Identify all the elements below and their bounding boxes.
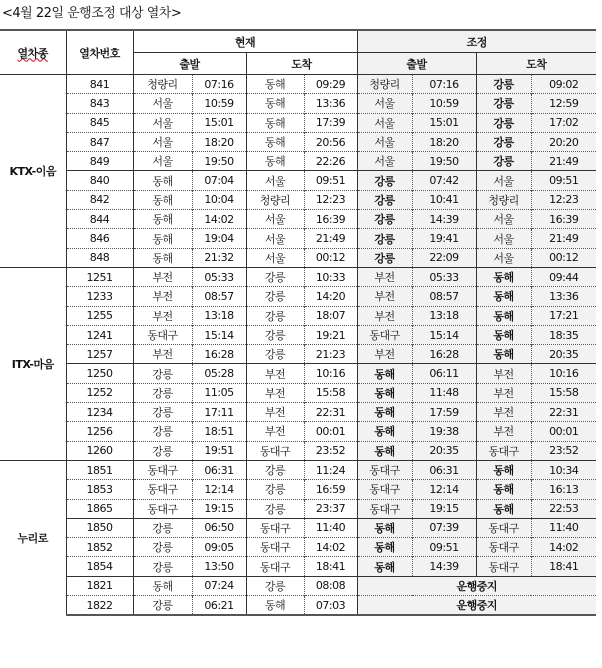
current-arr-station: 동해 [246,94,304,113]
adjusted-arr-station: 동대구 [476,441,531,460]
current-arr-station: 부전 [246,383,304,402]
train-number: 843 [66,94,133,113]
current-dep-time: 07:04 [192,171,246,190]
adjusted-dep-time: 06:11 [412,364,476,383]
adjusted-arr-time: 21:49 [531,152,596,171]
adjusted-dep-time: 07:16 [412,75,476,94]
adjusted-dep-station: 부전 [357,287,412,306]
adjusted-arr-time: 16:13 [531,480,596,499]
adjusted-arr-time: 13:36 [531,287,596,306]
table-row [0,403,596,422]
adjusted-dep-station: 서울 [357,152,412,171]
adjusted-dep-time: 06:31 [412,460,476,479]
header-adjusted-arrival: 도착 [476,53,596,75]
header-current-arrival: 도착 [246,53,357,75]
current-dep-station: 서울 [133,152,192,171]
adjusted-dep-time: 10:41 [412,190,476,209]
adjusted-arr-time: 12:59 [531,94,596,113]
current-dep-time: 13:50 [192,557,246,576]
current-dep-station: 동해 [133,210,192,229]
train-number: 1821 [66,576,133,595]
current-arr-station: 서울 [246,229,304,248]
current-dep-station: 강릉 [133,596,192,616]
adjusted-dep-time: 22:09 [412,248,476,267]
adjusted-dep-station: 부전 [357,345,412,364]
adjusted-dep-time: 19:41 [412,229,476,248]
header-adjusted: 조정 [357,30,596,53]
adjusted-dep-station: 동해 [357,364,412,383]
table-row [0,94,596,113]
adjusted-dep-station: 동해 [357,403,412,422]
current-arr-station: 부전 [246,364,304,383]
current-dep-time: 06:31 [192,460,246,479]
adjusted-dep-station: 청량리 [357,75,412,94]
adjusted-dep-time: 05:33 [412,267,476,286]
current-arr-station: 동해 [246,113,304,132]
current-dep-station: 동해 [133,576,192,595]
table-row [0,171,596,190]
table-row [0,499,596,518]
adjusted-dep-time: 16:28 [412,345,476,364]
adjusted-dep-time: 14:39 [412,210,476,229]
table-row [0,538,596,557]
current-dep-time: 12:14 [192,480,246,499]
adjusted-dep-station: 동대구 [357,480,412,499]
adjusted-dep-time: 07:42 [412,171,476,190]
adjusted-arr-time: 09:02 [531,75,596,94]
adjusted-arr-station: 동해 [476,460,531,479]
train-number: 1233 [66,287,133,306]
train-type: 누리로 [0,460,66,615]
current-dep-time: 10:59 [192,94,246,113]
current-arr-station: 동해 [246,75,304,94]
current-arr-time: 11:24 [304,460,357,479]
current-arr-time: 23:37 [304,499,357,518]
current-arr-station: 강릉 [246,306,304,325]
adjusted-dep-station: 동해 [357,518,412,537]
current-dep-station: 동해 [133,171,192,190]
adjusted-arr-station: 동해 [476,267,531,286]
schedule-table [0,29,596,616]
adjusted-dep-station: 강릉 [357,190,412,209]
current-arr-station: 동대구 [246,557,304,576]
adjusted-dep-station: 동대구 [357,460,412,479]
current-dep-time: 11:05 [192,383,246,402]
current-dep-station: 부전 [133,345,192,364]
current-arr-station: 청량리 [246,190,304,209]
train-number: 1241 [66,325,133,344]
current-dep-station: 강릉 [133,538,192,557]
train-number: 846 [66,229,133,248]
adjusted-dep-station: 강릉 [357,210,412,229]
train-type: ITX-마음 [0,267,66,460]
train-number: 1255 [66,306,133,325]
adjusted-dep-station: 동해 [357,383,412,402]
train-number: 842 [66,190,133,209]
suspended-status: 운행중지 [357,596,596,616]
table-row [0,210,596,229]
current-arr-time: 07:03 [304,596,357,616]
current-dep-station: 청량리 [133,75,192,94]
adjusted-arr-station: 서울 [476,229,531,248]
current-arr-time: 09:51 [304,171,357,190]
train-number: 844 [66,210,133,229]
adjusted-dep-time: 17:59 [412,403,476,422]
train-number: 1260 [66,441,133,460]
train-number: 841 [66,75,133,94]
adjusted-dep-station: 부전 [357,267,412,286]
current-arr-station: 동대구 [246,538,304,557]
adjusted-arr-station: 강릉 [476,75,531,94]
adjusted-arr-station: 동대구 [476,538,531,557]
train-number: 1853 [66,480,133,499]
header-train-type: 열차종 [0,30,66,75]
table-row [0,576,596,595]
adjusted-arr-time: 09:51 [531,171,596,190]
train-number: 1234 [66,403,133,422]
current-dep-time: 13:18 [192,306,246,325]
current-dep-station: 강릉 [133,518,192,537]
current-arr-station: 강릉 [246,267,304,286]
current-dep-station: 강릉 [133,403,192,422]
adjusted-dep-time: 15:01 [412,113,476,132]
current-arr-station: 강릉 [246,460,304,479]
current-dep-time: 18:51 [192,422,246,441]
table-row [0,480,596,499]
adjusted-arr-time: 00:12 [531,248,596,267]
adjusted-arr-station: 동대구 [476,557,531,576]
table-row [0,287,596,306]
current-arr-station: 서울 [246,210,304,229]
header-train-number: 열차번호 [66,30,133,75]
current-arr-time: 12:23 [304,190,357,209]
adjusted-arr-time: 10:16 [531,364,596,383]
current-arr-station: 부전 [246,422,304,441]
current-arr-time: 20:56 [304,132,357,151]
table-row [0,132,596,151]
adjusted-arr-time: 17:21 [531,306,596,325]
adjusted-arr-station: 강릉 [476,113,531,132]
adjusted-dep-time: 12:14 [412,480,476,499]
adjusted-arr-time: 14:02 [531,538,596,557]
current-dep-station: 부전 [133,306,192,325]
current-dep-station: 부전 [133,267,192,286]
adjusted-dep-time: 19:50 [412,152,476,171]
adjusted-arr-station: 동해 [476,345,531,364]
current-dep-station: 강릉 [133,383,192,402]
adjusted-dep-time: 20:35 [412,441,476,460]
current-dep-station: 강릉 [133,364,192,383]
table-row [0,325,596,344]
adjusted-arr-time: 18:41 [531,557,596,576]
adjusted-dep-time: 14:39 [412,557,476,576]
train-number: 845 [66,113,133,132]
table-row [0,345,596,364]
current-arr-time: 16:39 [304,210,357,229]
current-arr-time: 09:29 [304,75,357,94]
adjusted-arr-time: 09:44 [531,267,596,286]
current-arr-time: 15:58 [304,383,357,402]
current-dep-time: 14:02 [192,210,246,229]
adjusted-dep-station: 동대구 [357,325,412,344]
current-arr-station: 동대구 [246,441,304,460]
adjusted-dep-station: 강릉 [357,171,412,190]
current-dep-time: 19:51 [192,441,246,460]
adjusted-arr-station: 동해 [476,325,531,344]
current-dep-time: 06:50 [192,518,246,537]
header-current-departure: 출발 [133,53,246,75]
train-number: 848 [66,248,133,267]
current-dep-station: 동해 [133,248,192,267]
current-dep-time: 16:28 [192,345,246,364]
adjusted-arr-station: 청량리 [476,190,531,209]
current-arr-station: 강릉 [246,576,304,595]
current-dep-time: 09:05 [192,538,246,557]
adjusted-arr-station: 동해 [476,480,531,499]
current-dep-time: 17:11 [192,403,246,422]
current-dep-station: 서울 [133,113,192,132]
adjusted-arr-station: 부전 [476,383,531,402]
header-adjusted-departure: 출발 [357,53,476,75]
current-arr-time: 13:36 [304,94,357,113]
adjusted-arr-time: 10:34 [531,460,596,479]
train-number: 849 [66,152,133,171]
adjusted-dep-time: 07:39 [412,518,476,537]
adjusted-arr-time: 12:23 [531,190,596,209]
current-arr-station: 동해 [246,596,304,616]
adjusted-arr-time: 20:35 [531,345,596,364]
current-dep-station: 동대구 [133,480,192,499]
current-arr-station: 강릉 [246,345,304,364]
adjusted-arr-time: 22:31 [531,403,596,422]
adjusted-arr-station: 부전 [476,422,531,441]
current-arr-time: 08:08 [304,576,357,595]
current-dep-station: 부전 [133,287,192,306]
adjusted-arr-time: 17:02 [531,113,596,132]
adjusted-dep-station: 서울 [357,94,412,113]
adjusted-arr-station: 동대구 [476,518,531,537]
table-row [0,518,596,537]
current-arr-station: 동해 [246,152,304,171]
adjusted-arr-time: 00:01 [531,422,596,441]
current-arr-time: 10:33 [304,267,357,286]
train-number: 1854 [66,557,133,576]
current-arr-station: 강릉 [246,325,304,344]
suspended-status: 운행중지 [357,576,596,595]
table-row [0,557,596,576]
current-dep-time: 05:33 [192,267,246,286]
adjusted-dep-time: 13:18 [412,306,476,325]
adjusted-dep-station: 동해 [357,557,412,576]
current-arr-time: 21:49 [304,229,357,248]
adjusted-dep-station: 서울 [357,113,412,132]
current-arr-station: 동대구 [246,518,304,537]
adjusted-dep-time: 08:57 [412,287,476,306]
adjusted-dep-station: 동해 [357,441,412,460]
header-current: 현재 [133,30,357,53]
adjusted-dep-station: 동대구 [357,499,412,518]
table-row [0,596,596,616]
adjusted-arr-time: 15:58 [531,383,596,402]
adjusted-dep-station: 강릉 [357,229,412,248]
train-number: 1256 [66,422,133,441]
current-dep-time: 21:32 [192,248,246,267]
current-arr-station: 강릉 [246,480,304,499]
adjusted-arr-time: 20:20 [531,132,596,151]
current-arr-station: 강릉 [246,499,304,518]
adjusted-dep-time: 11:48 [412,383,476,402]
current-arr-station: 서울 [246,248,304,267]
train-type: KTX-이음 [9,164,56,178]
current-arr-time: 14:20 [304,287,357,306]
current-dep-station: 서울 [133,94,192,113]
adjusted-dep-time: 09:51 [412,538,476,557]
current-arr-time: 10:16 [304,364,357,383]
adjusted-arr-station: 서울 [476,210,531,229]
adjusted-dep-station: 동해 [357,422,412,441]
adjusted-dep-station: 강릉 [357,248,412,267]
table-row [0,152,596,171]
train-number: 840 [66,171,133,190]
current-dep-time: 10:04 [192,190,246,209]
train-number: 1852 [66,538,133,557]
current-dep-time: 08:57 [192,287,246,306]
current-arr-time: 18:07 [304,306,357,325]
adjusted-arr-station: 강릉 [476,132,531,151]
adjusted-dep-time: 10:59 [412,94,476,113]
adjusted-arr-time: 11:40 [531,518,596,537]
table-row [0,113,596,132]
current-arr-time: 14:02 [304,538,357,557]
train-number: 1257 [66,345,133,364]
current-arr-time: 17:39 [304,113,357,132]
current-dep-time: 05:28 [192,364,246,383]
current-arr-time: 21:23 [304,345,357,364]
table-row [0,190,596,209]
table-row [0,383,596,402]
current-arr-time: 18:41 [304,557,357,576]
adjusted-arr-station: 동해 [476,287,531,306]
page-title: <4월 22일 운행조정 대상 열차> [2,6,182,21]
adjusted-arr-station: 서울 [476,171,531,190]
current-dep-time: 15:14 [192,325,246,344]
table-row [0,75,596,94]
current-dep-station: 강릉 [133,422,192,441]
table-row [0,460,596,479]
adjusted-dep-station: 부전 [357,306,412,325]
current-dep-time: 18:20 [192,132,246,151]
current-dep-time: 19:15 [192,499,246,518]
current-arr-station: 강릉 [246,287,304,306]
current-dep-station: 동대구 [133,499,192,518]
current-dep-station: 동대구 [133,325,192,344]
adjusted-arr-station: 강릉 [476,94,531,113]
current-dep-time: 07:24 [192,576,246,595]
current-dep-station: 동해 [133,229,192,248]
current-arr-time: 23:52 [304,441,357,460]
current-dep-time: 15:01 [192,113,246,132]
adjusted-dep-station: 서울 [357,132,412,151]
current-arr-station: 서울 [246,171,304,190]
train-number: 1851 [66,460,133,479]
adjusted-arr-station: 부전 [476,364,531,383]
train-number: 1250 [66,364,133,383]
train-number: 1251 [66,267,133,286]
adjusted-arr-time: 16:39 [531,210,596,229]
table-row [0,267,596,286]
adjusted-arr-station: 강릉 [476,152,531,171]
table-row [0,248,596,267]
current-dep-station: 강릉 [133,557,192,576]
train-number: 1865 [66,499,133,518]
adjusted-arr-station: 서울 [476,248,531,267]
adjusted-dep-station: 동해 [357,538,412,557]
train-number: 1850 [66,518,133,537]
current-dep-time: 07:16 [192,75,246,94]
train-number: 847 [66,132,133,151]
adjusted-dep-time: 15:14 [412,325,476,344]
current-arr-time: 00:01 [304,422,357,441]
adjusted-arr-station: 동해 [476,306,531,325]
table-row [0,422,596,441]
current-arr-time: 11:40 [304,518,357,537]
adjusted-dep-time: 19:38 [412,422,476,441]
adjusted-arr-station: 부전 [476,403,531,422]
current-arr-time: 22:31 [304,403,357,422]
current-dep-station: 동해 [133,190,192,209]
current-arr-time: 16:59 [304,480,357,499]
table-row [0,441,596,460]
current-arr-station: 동해 [246,132,304,151]
table-row [0,364,596,383]
current-arr-time: 22:26 [304,152,357,171]
adjusted-dep-time: 19:15 [412,499,476,518]
adjusted-arr-time: 22:53 [531,499,596,518]
current-dep-time: 19:50 [192,152,246,171]
train-number: 1252 [66,383,133,402]
adjusted-arr-time: 21:49 [531,229,596,248]
table-row [0,229,596,248]
current-dep-station: 강릉 [133,441,192,460]
current-dep-station: 동대구 [133,460,192,479]
adjusted-arr-time: 23:52 [531,441,596,460]
adjusted-arr-time: 18:35 [531,325,596,344]
current-dep-time: 19:04 [192,229,246,248]
current-arr-time: 00:12 [304,248,357,267]
adjusted-dep-time: 18:20 [412,132,476,151]
current-dep-station: 서울 [133,132,192,151]
adjusted-arr-station: 동해 [476,499,531,518]
current-dep-time: 06:21 [192,596,246,616]
current-arr-station: 부전 [246,403,304,422]
train-number: 1822 [66,596,133,616]
table-row [0,306,596,325]
current-arr-time: 19:21 [304,325,357,344]
